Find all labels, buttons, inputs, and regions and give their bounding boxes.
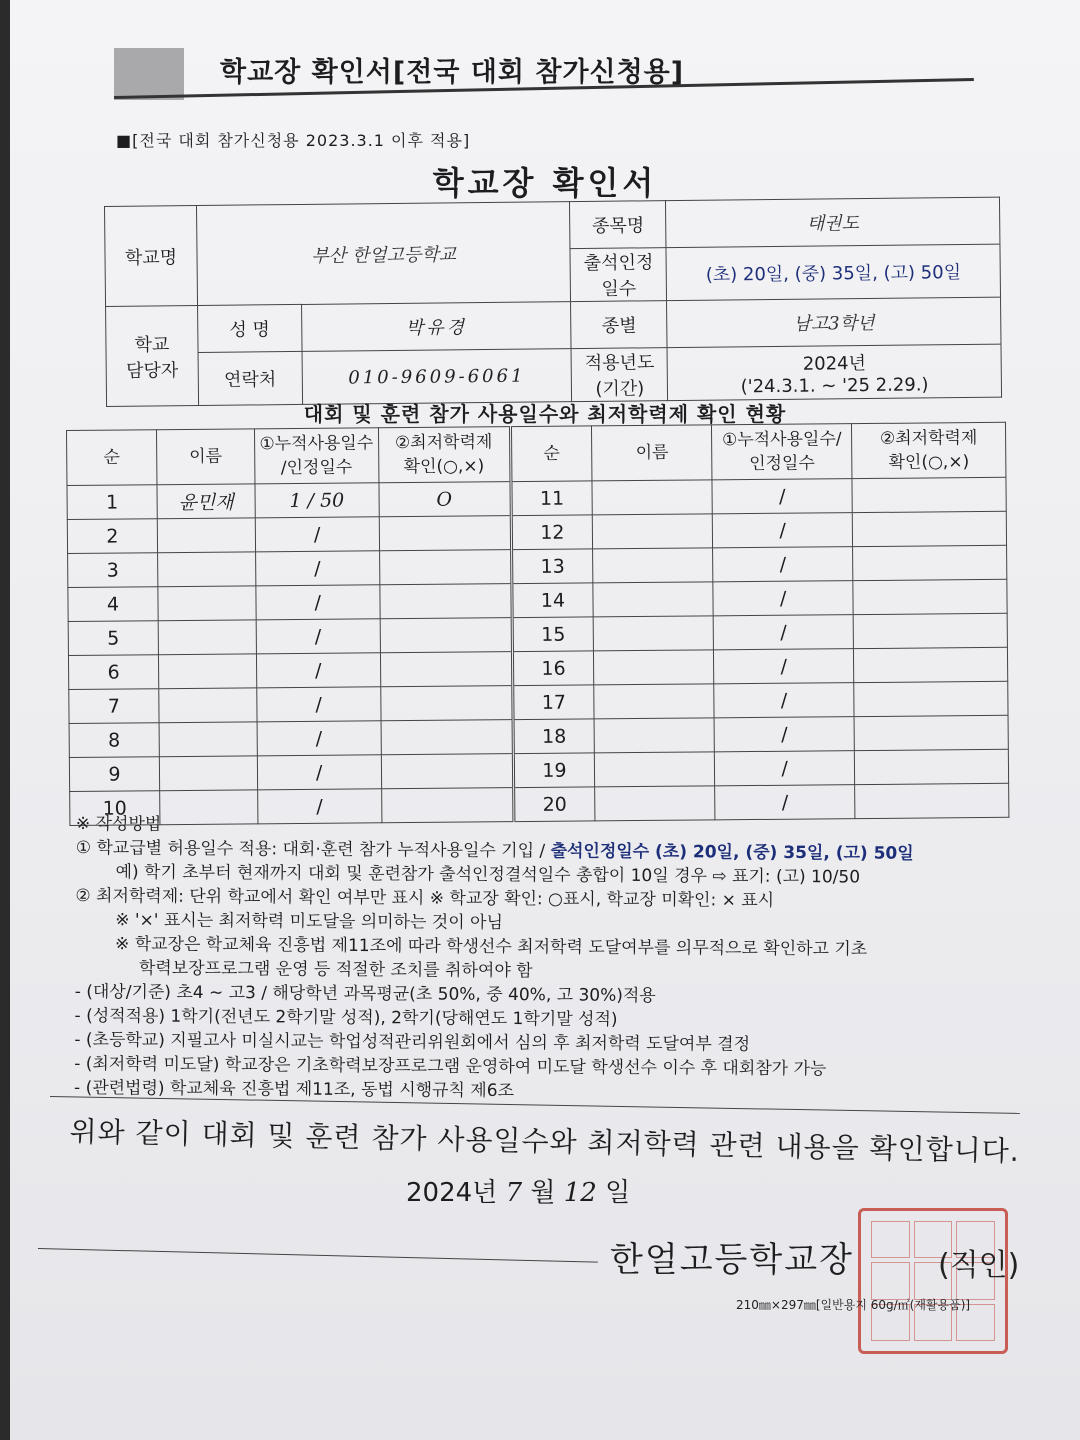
row-num: 10 (70, 791, 160, 826)
student-name (159, 756, 257, 791)
usage-value-right: / (714, 717, 854, 752)
row-num: 8 (69, 723, 159, 758)
usage-value-right: / (715, 785, 855, 820)
event-value: 태권도 (666, 197, 1000, 247)
row-num-right: 15 (512, 617, 594, 652)
check-value-right (852, 511, 1006, 546)
check-value-right (852, 477, 1006, 512)
contact-value: 010-9609-6061 (302, 349, 572, 405)
check-value-right (853, 545, 1007, 580)
row-num-right: 17 (512, 685, 594, 720)
usage-value: / (255, 551, 379, 586)
row-num-right: 12 (511, 515, 593, 550)
student-name (158, 620, 256, 655)
usage-value: 1 / 50 (255, 483, 379, 518)
row-num: 5 (68, 621, 158, 656)
student-name (157, 552, 255, 587)
document-title: 학교장 확인서 (432, 164, 658, 202)
row-num-right: 16 (512, 651, 594, 686)
instruction-line: ① 학교급별 허용일수 적용: 대회·훈련 참가 누적사용일수 기입 / 출석인정일수 (초) 20일, (중) 35일, (고) 50일 (75, 837, 914, 864)
principal-title: 한얼고등학교장 (610, 1240, 854, 1280)
instruction-line: 예) 학기 초부터 현재까지 대회 및 훈련참가 출석인정결석일수 총합이 10일 경우 ⇨ 표기: (고) 10/50 (115, 862, 861, 888)
usage-value-right: / (715, 751, 855, 786)
header-usage-right: ①누적사용일수/ 인정일수 (712, 424, 852, 480)
check-value-right (854, 681, 1008, 716)
check-value-right (854, 715, 1008, 750)
check-value (380, 584, 512, 619)
header-check-right: ②최저학력제 확인(○,×) (852, 422, 1006, 478)
check-value: O (379, 482, 511, 517)
attendance-label: 출석인정 일수 (570, 248, 666, 302)
confirmation-statement: 위와 같이 대회 및 훈련 참가 사용일수와 최저학력 관련 내용을 확인합니다. (69, 1114, 1021, 1168)
category-label: 종별 (571, 301, 667, 349)
name-signature: 박유경 (301, 302, 571, 352)
usage-value: / (256, 619, 380, 654)
student-name-right (593, 514, 713, 549)
signature-rule (38, 1248, 598, 1263)
student-name-right (594, 616, 714, 651)
usage-value-right: / (714, 683, 854, 718)
student-name-right (594, 684, 714, 719)
student-name-right (592, 480, 712, 515)
student-name: 윤민재 (157, 484, 255, 519)
school-label: 학교명 (105, 206, 198, 307)
instructions-heading: ※ 작성방법 (75, 813, 162, 835)
instruction-line: ※ '×' 표시는 최저학력 미도달을 의미하는 것이 아님 (115, 910, 503, 933)
student-name-right (594, 718, 714, 753)
instruction-line: - (초등학교) 지필고사 미실시교는 학업성적관리위원회에서 심의 후 최저학력 도달여부 결정 (74, 1029, 751, 1055)
row-num-right: 13 (511, 549, 593, 584)
check-value-right (853, 613, 1007, 648)
section-title: 대회 및 훈련 참가 사용일수와 최저학력제 확인 현황 (303, 402, 787, 426)
student-name (158, 654, 256, 689)
usage-value-right: / (713, 615, 853, 650)
usage-value-right: / (712, 479, 852, 514)
contact-label: 연락처 (198, 351, 302, 405)
student-name-right (595, 752, 715, 787)
usage-value: / (257, 687, 381, 722)
check-value (380, 618, 512, 653)
application-note: ■[전국 대회 참가신청용 2023.3.1 이후 적용] (116, 131, 471, 150)
header-title: 학교장 확인서[전국 대회 참가신청용] (220, 57, 685, 88)
row-num-right: 11 (510, 481, 592, 516)
attendance-value: (초) 20일, (중) 35일, (고) 50일 (666, 244, 1000, 300)
instruction-line: - (성적적용) 1학기(전년도 2학기말 성적), 2학기(당해연도 1학기말 성적) (74, 1005, 618, 1030)
instruction-line: 학력보장프로그램 운영 등 적절한 조치를 취하여야 함 (138, 958, 533, 982)
header-gray-block (114, 48, 184, 100)
header-usage: ①누적사용일수 /인정일수 (254, 428, 378, 484)
check-value (380, 652, 512, 687)
header-num: 순 (67, 430, 157, 486)
student-name (159, 688, 257, 723)
manager-label: 학교 담당자 (106, 306, 199, 407)
row-num-right: 19 (513, 753, 595, 788)
row-num: 2 (67, 519, 157, 554)
school-value: 부산 한얼고등학교 (196, 202, 571, 306)
check-value-right (854, 749, 1008, 784)
check-value (379, 550, 511, 585)
usage-value: / (256, 653, 380, 688)
year-label: 적용년도 (기간) (571, 348, 667, 402)
row-num: 7 (69, 689, 159, 724)
header-name: 이름 (156, 429, 254, 485)
student-name (157, 518, 255, 553)
row-num: 9 (69, 757, 159, 792)
row-num: 4 (68, 587, 158, 622)
paper-spec: 210㎜×297㎜[일반용지 60g/㎡(재활용품)] (736, 1298, 971, 1312)
check-value-right (855, 783, 1009, 818)
seal-label: (직인) (938, 1248, 1020, 1283)
header-name-right: 이름 (592, 425, 712, 481)
check-value (380, 686, 512, 721)
instruction-line: - (관련법령) 학교체육 진흥법 제11조, 동법 시행규칙 제6조 (74, 1077, 515, 1102)
usage-value: / (257, 789, 381, 824)
instructions (74, 812, 1036, 1107)
usage-value: / (257, 755, 381, 790)
student-name-right (594, 650, 714, 685)
row-num: 1 (67, 485, 157, 520)
check-value-right (853, 579, 1007, 614)
usage-value: / (256, 585, 380, 620)
usage-value-right: / (714, 649, 854, 684)
name-label: 성 명 (197, 304, 301, 352)
usage-table (66, 422, 1009, 826)
usage-value-right: / (713, 581, 853, 616)
usage-value-right: / (713, 547, 853, 582)
instruction-line: ② 최저학력제: 단위 학교에서 확인 여부만 표시 ※ 학교장 확인: ○표시, 학교장 미확인: × 표시 (75, 885, 775, 911)
student-name (159, 722, 257, 757)
check-value-right (854, 647, 1008, 682)
row-num-right: 20 (513, 787, 595, 822)
usage-value: / (255, 517, 379, 552)
event-label: 종목명 (570, 201, 666, 249)
year-value: 2024년 ('24.3.1. ~ '25 2.29.) (667, 344, 1001, 400)
usage-value: / (257, 721, 381, 756)
row-num-right: 14 (511, 583, 593, 618)
school-info-table (104, 197, 1002, 407)
header-check: ②최저학력제 확인(○,×) (378, 427, 510, 483)
document-paper (10, 0, 1080, 1440)
usage-value-right: / (713, 513, 853, 548)
check-value (381, 754, 513, 789)
student-name-right (593, 582, 713, 617)
student-name (158, 586, 256, 621)
header-num-right: 순 (510, 426, 592, 482)
row-num: 6 (68, 655, 158, 690)
row-num-right: 18 (513, 719, 595, 754)
check-value (381, 720, 513, 755)
instruction-line: - (최저학력 미도달) 학교장은 기초학력보장프로그램 운영하여 미도달 학생선수 이수 후 대회참가 가능 (74, 1053, 827, 1080)
category-value: 남고3학년 (667, 297, 1001, 347)
issue-date: 2024년 7 월 12 일 (406, 1178, 631, 1208)
row-num: 3 (68, 553, 158, 588)
check-value (379, 516, 511, 551)
instruction-line: ※ 학교장은 학교체육 진흥법 제11조에 따라 학생선수 최저학력 도달여부를 의무적으로 확인하고 기초 (115, 934, 868, 960)
student-name-right (593, 548, 713, 583)
instruction-line: - (대상/기준) 초4 ~ 고3 / 해당학년 과목평균(초 50%, 중 40%, 고 30%)적용 (74, 981, 656, 1007)
